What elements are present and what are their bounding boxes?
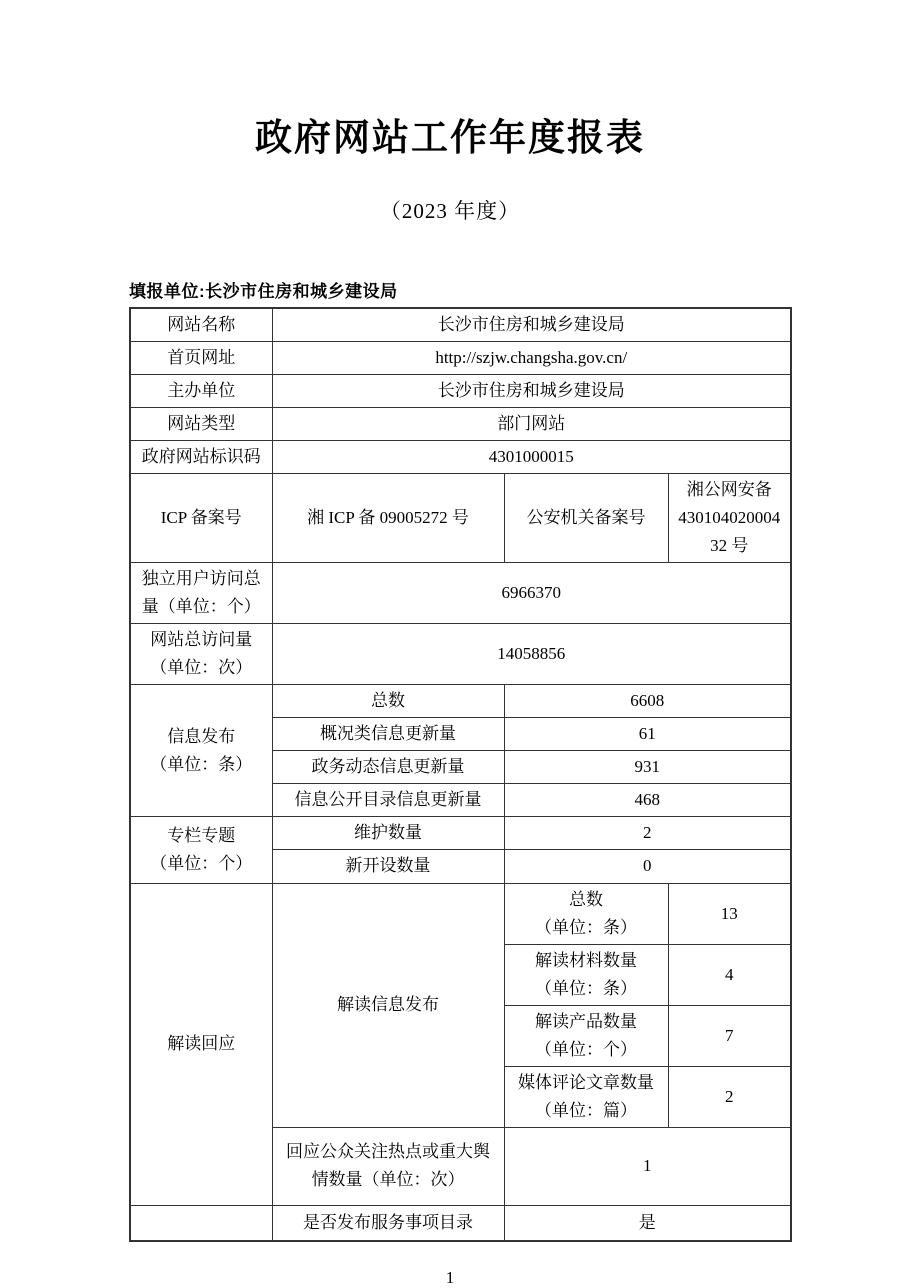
info-publish-item-value: 6608 (504, 685, 791, 718)
annual-report-table (129, 307, 792, 1243)
organizer-label: 主办单位 (130, 374, 272, 407)
site-type-label: 网站类型 (130, 407, 272, 440)
icp-value: 湘 ICP 备 09005272 号 (272, 473, 504, 562)
table-row (130, 308, 791, 342)
hotspot-response-label: 回应公众关注热点或重大舆情数量（单位：次） (272, 1127, 504, 1205)
interpretation-item-value: 7 (668, 1005, 791, 1066)
icp-label: ICP 备案号 (130, 473, 272, 562)
hotspot-response-value: 1 (504, 1127, 791, 1205)
site-code-value: 4301000015 (272, 440, 791, 473)
table-row (130, 1205, 791, 1241)
table-row (130, 407, 791, 440)
interpretation-item-label (504, 1066, 668, 1127)
table-row (130, 624, 791, 685)
special-columns-section-label (130, 817, 272, 883)
info-publish-item-label: 政务动态信息更新量 (272, 751, 504, 784)
interpretation-item-unit-text: （单位：个） (535, 1039, 637, 1059)
special-columns-label-text: 专栏专题 (167, 825, 236, 845)
interpretation-item-value: 4 (668, 944, 791, 1005)
info-publish-item-label: 总数 (272, 685, 504, 718)
total-visits-unit-text: （单位：次） (150, 658, 253, 678)
table-row (130, 473, 791, 562)
interpretation-item-value: 13 (668, 883, 791, 944)
police-record-value: 湘公网安备 43010402000432 号 (668, 473, 791, 562)
site-code-label: 政府网站标识码 (130, 440, 272, 473)
table-row (130, 374, 791, 407)
empty-cell (130, 1205, 272, 1241)
unique-visitors-label: 独立用户访问总量（单位：个） (130, 563, 272, 624)
info-publish-item-label: 概况类信息更新量 (272, 718, 504, 751)
interpretation-item-unit-text: （单位：条） (535, 978, 637, 998)
page-number: 1 (445, 1268, 455, 1288)
special-columns-item-label: 维护数量 (272, 817, 504, 850)
interpretation-item-label-text: 媒体评论文章数量 (518, 1072, 654, 1092)
info-publish-item-value: 931 (504, 751, 791, 784)
special-columns-item-label: 新开设数量 (272, 850, 504, 883)
interpretation-item-label (504, 1005, 668, 1066)
interpretation-publish-label: 解读信息发布 (272, 883, 504, 1127)
interpretation-item-label-text: 总数 (569, 889, 603, 909)
info-publish-unit-text: （单位：条） (150, 754, 253, 774)
table-row (130, 563, 791, 624)
interpretation-item-label (504, 883, 668, 944)
special-columns-item-value: 0 (504, 850, 791, 883)
interpretation-item-label-text: 解读产品数量 (535, 1011, 637, 1031)
report-year-subtitle: （2023 年度） (379, 198, 521, 223)
interpretation-item-label-text: 解读材料数量 (535, 950, 637, 970)
site-name-value: 长沙市住房和城乡建设局 (272, 308, 791, 342)
police-record-label: 公安机关备案号 (504, 473, 668, 562)
reporting-unit-line: 填报单位:长沙市住房和城乡建设局 (129, 281, 398, 301)
special-columns-item-value: 2 (504, 817, 791, 850)
info-publish-item-label: 信息公开目录信息更新量 (272, 784, 504, 817)
table-row (130, 817, 791, 850)
table-row (130, 685, 791, 718)
special-columns-unit-text: （单位：个） (150, 853, 253, 873)
total-visits-label (130, 624, 272, 685)
table-row (130, 883, 791, 944)
interpretation-item-unit-text: （单位：条） (535, 917, 637, 937)
interpretation-section-label: 解读回应 (130, 883, 272, 1205)
info-publish-item-value: 468 (504, 784, 791, 817)
info-publish-label-text: 信息发布 (167, 726, 236, 746)
interpretation-item-label (504, 944, 668, 1005)
service-catalog-value: 是 (504, 1205, 791, 1241)
total-visits-label-text: 网站总访问量 (150, 630, 253, 650)
interpretation-item-unit-text: （单位：篇） (535, 1100, 637, 1120)
site-type-value: 部门网站 (272, 407, 791, 440)
home-url-value: http://szjw.changsha.gov.cn/ (272, 341, 791, 374)
home-url-label: 首页网址 (130, 341, 272, 374)
table-row (130, 341, 791, 374)
info-publish-item-value: 61 (504, 718, 791, 751)
page-title: 政府网站工作年度报表 (255, 117, 645, 158)
table-row (130, 440, 791, 473)
total-visits-value: 14058856 (272, 624, 791, 685)
site-name-label: 网站名称 (130, 308, 272, 342)
info-publish-section-label (130, 685, 272, 817)
interpretation-item-value: 2 (668, 1066, 791, 1127)
organizer-value: 长沙市住房和城乡建设局 (272, 374, 791, 407)
service-catalog-label: 是否发布服务事项目录 (272, 1205, 504, 1241)
unique-visitors-value: 6966370 (272, 563, 791, 624)
